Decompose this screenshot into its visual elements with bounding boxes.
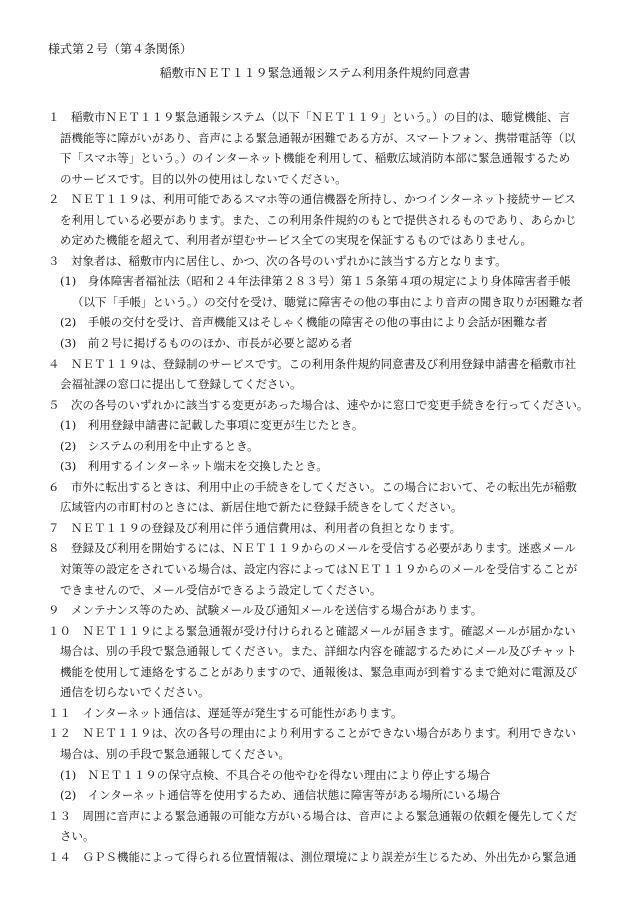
clause-6-line-2: 広域管内の市町村のときには、新居住地で新たに登録手続きをしてください。 [60,500,463,515]
clause-12-item-1: (1) ＮＥＴ１１９の保守点検、不具合その他やむを得ない理由により停止する場合 [60,767,491,782]
clause-11-line-1: １１ インターネット通信は、遅延等が発生する可能性があります。 [48,705,403,720]
clause-3-item-1-line-2: （以下「手帳」という。）の交付を受け、聴覚に障害その他の事由により音声の聞き取りが困難な者 [72,294,584,309]
clause-12-line-1: １２ ＮＥＴ１１９は、次の各号の理由により利用することができない場合があります。利用できない [48,726,577,741]
clause-12-line-2: 場合は、別の手段で緊急通報してください。 [60,746,290,761]
clause-10-line-3: 機能を使用して連絡をすることがありますので、通報後は、緊急車両が到着するまで絶対に電源及び [60,664,578,679]
clause-8-line-2: 対策等の設定をされている場合は、設定内容によってはＮＥＴ１１９からのメールを受信することが [60,562,578,577]
clause-5-line-1: ５ 次の各号のいずれかに該当する変更があった場合は、速やかに窓口で変更手続きを行ってください。 [48,397,589,412]
clause-6-line-1: ６ 市外に転出するときは、利用中止の手続きをしてください。この場合において、その転出先が稲敷 [48,479,577,494]
clause-3-item-3: (3) 前２号に掲げるもののほか、市長が必要と認める者 [60,336,353,351]
clause-2-line-1: ２ ＮＥＴ１１９は、利用可能であるスマホ等の通信機器を所持し、かつインターネット接続サービス [48,192,576,207]
clause-5-item-3: (3) 利用するインターネット端末を交換したとき。 [60,459,328,474]
clause-2-line-2: を利用している必要があります。また、この利用条件規約のもとで提供されるものであり、あらかじ [60,212,577,227]
clause-5-item-1: (1) 利用登録申請書に記載した事項に変更が生じたとき。 [60,418,364,433]
clause-3-line-1: ３ 対象者は、稲敷市内に居住し、かつ、次の各号のいずれかに該当する方となります。 [48,253,507,268]
clause-9-line-1: ９ メンテナンス等のため、試験メール及び通知メールを送信する場合があります。 [48,603,483,618]
clause-1-line-1: １ 稲敷市ＮＥＴ１１９緊急通報システム（以下「ＮＥＴ１１９」という。）の目的は、聴覚機能、言 [48,110,571,124]
clause-12-item-2: (2) インターネット通信等を使用するため、通信状態に障害等がある場所にいる場合 [60,788,501,803]
clause-13-line-2: さい。 [60,829,95,844]
clause-8-line-1: ８ 登録及び利用を開始するには、ＮＥＴ１１９からのメールを受信する必要があります。迷惑メール [48,541,576,556]
clause-4-line-2: 会福祉課の窓口に提出して登録してください。 [60,377,302,392]
clause-10-line-1: １０ ＮＥＴ１１９による緊急通報が受け付けられると確認メールが届きます。確認メールが届かない [48,623,576,638]
terms-body [48,107,590,867]
clause-1-line-4: のサービスです。目的以外の使用はしないでください。 [60,171,347,186]
clause-14-line-1: １４ ＧＰＳ機能によって得られる位置情報は、測位環境により誤差が生じるため、外出先から緊急通 [48,849,577,864]
document-title: 稲敷市ＮＥＴ１１９緊急通報システム利用条件規約同意書 [159,66,471,80]
clause-1-line-3: 下「スマホ等」という。）のインターネット機能を利用して、稲敷広域消防本部に緊急通報するため [60,151,571,166]
clause-10-line-2: 場合は、別の手段で緊急通報してください。また、詳細な内容を確認するためにメール及びチャット [60,644,577,659]
clause-8-line-3: できませんので、メール受信ができるよう設定してください。 [60,582,382,597]
clause-13-line-1: １３ 周囲に音声による緊急通報の可能な方がいる場合は、音声による緊急通報の依頼を優先してくだ [48,808,577,823]
clause-10-line-4: 通信を切らないでください。 [60,685,210,700]
clause-7-line-1: ７ ＮＥＴ１１９の登録及び利用に伴う通信費用は、利用者の負担となります。 [48,520,462,535]
clause-4-line-1: ４ ＮＥＴ１１９は、登録制のサービスです。この利用条件規約同意書及び利用登録申請書を稲敷市社 [48,356,577,371]
clause-5-item-2: (2) システムの利用を中止するとき。 [60,438,259,453]
clause-1-line-2: 語機能等に障がいがあり、音声による緊急通報が困難である方が、スマートフォン、携帯電話等（以 [60,130,576,145]
clause-3-item-1-line-1: (1) 身体障害者福祉法（昭和２４年法律第２８３号）第１５条第４項の規定により身体障害者手帳 [60,274,571,289]
form-number-label: 様式第２号（第４条関係） [48,42,193,56]
clause-3-item-2: (2) 手帳の交付を受け、音声機能又はそしゃく機能の障害その他の事由により会話が困難な者 [60,315,548,330]
clause-2-line-3: め定めた機能を超えて、利用者が望むサービス全ての実現を保証するものではありません。 [60,233,532,248]
